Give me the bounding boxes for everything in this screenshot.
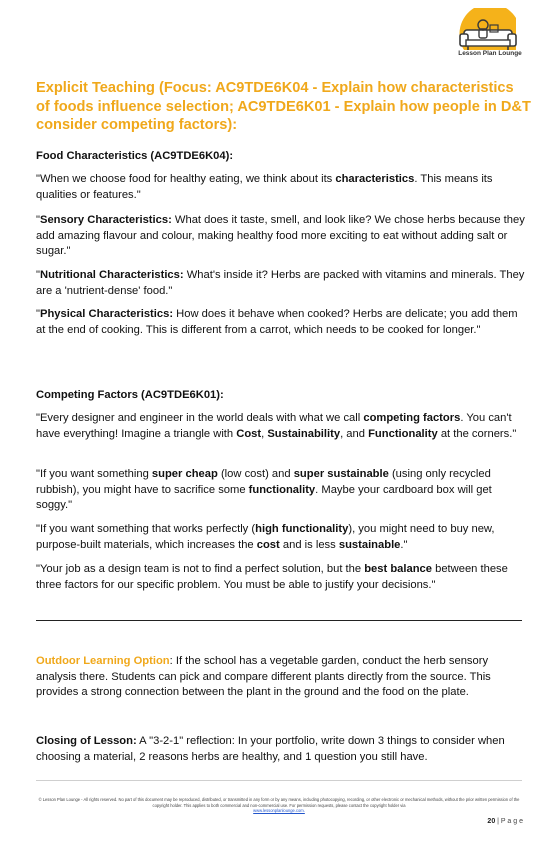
text-run: "Every designer and engineer in the world deals with what we call <box>36 412 364 424</box>
emphasis-text: super sustainable <box>293 468 389 480</box>
competing-paragraph-3 <box>36 522 526 553</box>
copyright-text: © Lesson Plan Lounge - All rights reserved. No part of this document may be reproduced, distributed, or transmitted in any form or by any means, including photocopying, recording, or other electronic or mechanical methods, without the prior written permission of the copyright holder. This applies to both commercial and non-commercial use. For permission requests, please contact the copyright holder via <box>38 797 520 808</box>
competing-paragraph-4 <box>36 562 526 593</box>
food-intro-paragraph <box>36 172 526 203</box>
text-run: . This means its qualities or features." <box>36 173 493 201</box>
text-run: " <box>36 308 40 320</box>
text-run: ), you might need to buy new, purpose-built materials, which increases the <box>36 523 495 551</box>
text-run: , <box>261 427 268 440</box>
emphasis-text: super cheap <box>151 468 218 480</box>
page-number-value: 20 <box>487 818 496 825</box>
emphasis-text: high functionality <box>255 523 349 535</box>
text-run: " <box>36 269 40 281</box>
competing-factors-title: Competing Factors (AC9TDE6K01): <box>36 389 224 401</box>
emphasis-text: cost <box>256 538 280 551</box>
text-run: at the corners." <box>437 427 517 440</box>
text-run: "Your job as a design team is not to find a perfect solution, but the <box>36 563 365 575</box>
competing-paragraph-2 <box>36 467 526 514</box>
text-run: : If the school has a vegetable garden, conduct the herb sensory analysis there. Students can pick and compare different plants directly from the source. This provides a strong connection between the plant in the ground and the food on the plate. <box>36 655 491 699</box>
copyright-notice <box>36 797 522 814</box>
emphasis-text: Nutritional Characteristics: <box>39 269 184 281</box>
nutritional-paragraph <box>36 268 526 299</box>
text-run: between these three factors for our specific problem. You must be able to justify your decisions." <box>36 563 508 591</box>
text-run: How does it behave when cooked? Herbs are delicate; you add them at the end of cooking. This is different from a carrot, which needs to be cooked for longer." <box>36 308 518 336</box>
text-run: "If you want something that works perfectly ( <box>36 523 256 535</box>
emphasis-text: Physical Characteristics: <box>39 308 174 320</box>
emphasis-text: characteristics <box>335 173 415 185</box>
text-run: A "3-2-1" reflection: In your portfolio, write down 3 things to consider when choosing a material, 2 reasons herbs are healthy, and 1 question you still have. <box>36 735 505 763</box>
text-run: "When we choose food for healthy eating, we think about its <box>36 173 336 185</box>
competing-paragraph-1 <box>36 411 526 442</box>
emphasis-text: Functionality <box>368 427 438 440</box>
logo-text: Lesson Plan Lounge <box>458 50 522 57</box>
physical-paragraph <box>36 307 526 338</box>
text-run: . You can't have everything! Imagine a triangle with <box>36 412 512 440</box>
text-run: . Maybe your cardboard box will get soggy." <box>36 483 492 512</box>
website-link[interactable]: www.lessonplanlounge.com. <box>253 808 305 814</box>
emphasis-text: sustainable <box>338 538 401 551</box>
text-run: , and <box>340 427 369 440</box>
page-number <box>487 818 523 825</box>
emphasis-text: Cost <box>236 427 262 440</box>
text-run: "If you want something <box>36 468 152 480</box>
section-divider <box>36 620 522 621</box>
text-run: ." <box>400 538 408 551</box>
page-label: | P a g e <box>497 818 523 825</box>
sensory-paragraph <box>36 213 526 260</box>
text-run: and is less <box>279 538 339 551</box>
text-run: (low cost) and <box>217 468 294 480</box>
section-heading: Explicit Teaching (Focus: AC9TDE6K04 - Explain how characteristics of foods influence selection; AC9TDE6K01 - Explain how people in D&T consider competing factors): <box>36 80 531 133</box>
emphasis-text: best balance <box>364 563 432 575</box>
text-run: What's inside it? Herbs are packed with vitamins and minerals. They are a 'nutrient-dense' food." <box>36 269 525 297</box>
text-run: What does it taste, smell, and look like? We chose herbs because they add amazing flavour and colour, making healthy food more exciting to eat without adding salt or sugar." <box>36 214 525 258</box>
text-run: " <box>36 214 40 226</box>
closing-paragraph <box>36 734 526 765</box>
footer-divider <box>36 780 522 781</box>
emphasis-text: functionality <box>248 483 316 496</box>
emphasis-text: Closing of Lesson: <box>36 735 137 747</box>
text-run: (using only recycled rubbish), you might have to sacrifice some <box>36 468 491 496</box>
emphasis-text: Outdoor Learning Option <box>36 655 170 667</box>
emphasis-text: Sustainability <box>267 427 341 440</box>
emphasis-text: Sensory Characteristics: <box>39 214 172 226</box>
emphasis-text: competing factors <box>363 412 461 424</box>
outdoor-learning-paragraph <box>36 654 526 701</box>
food-characteristics-title: Food Characteristics (AC9TDE6K04): <box>36 150 234 162</box>
